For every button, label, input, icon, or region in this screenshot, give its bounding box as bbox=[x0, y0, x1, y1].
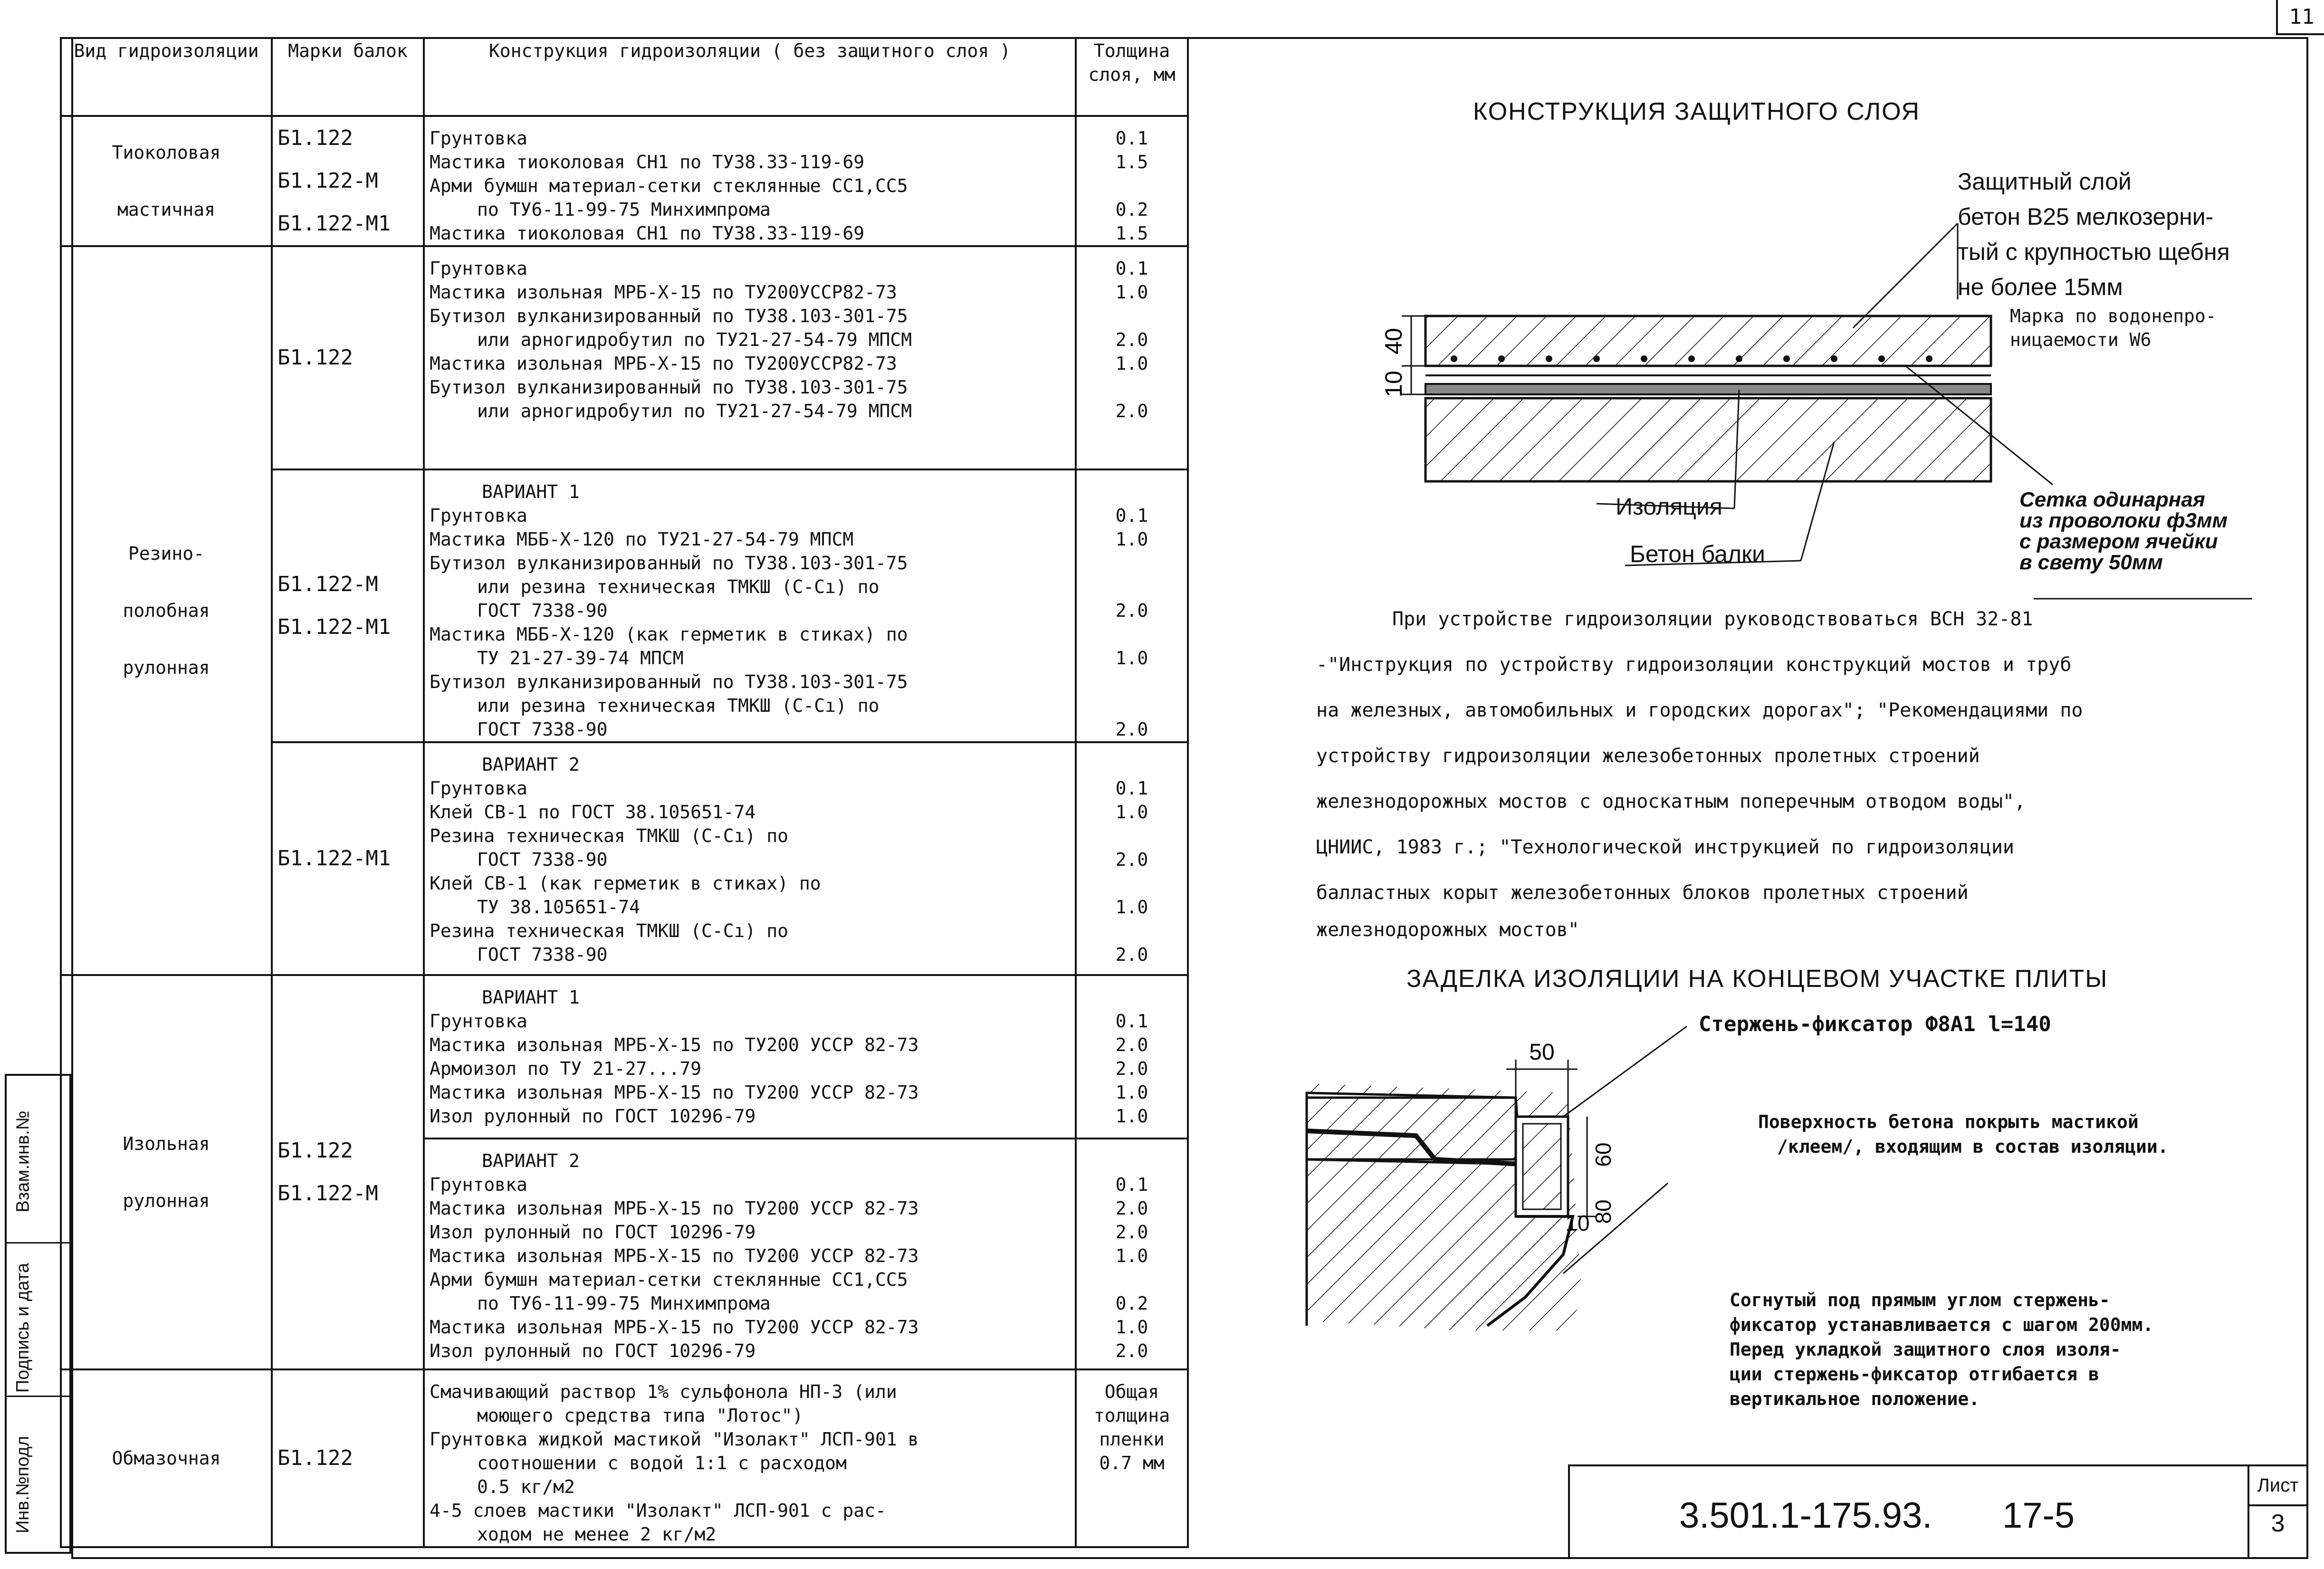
construction-line: Грунтовка bbox=[430, 128, 527, 149]
construction-line: Грунтовка bbox=[430, 778, 527, 799]
construction-line: соотношении с водой 1:1 с расходом bbox=[477, 1453, 847, 1473]
dim-10b: 10 bbox=[1565, 1211, 1590, 1235]
insulation-type bbox=[67, 1446, 266, 1470]
variant-heading: ВАРИАНТ 2 bbox=[482, 754, 580, 775]
construction-line: Мастика тиоколовая СН1 по ТУ38.33-119-69 bbox=[430, 152, 865, 172]
dim-60: 60 bbox=[1591, 1142, 1616, 1167]
insulation-type-line: мастичная bbox=[117, 199, 215, 220]
thickness-value: 0.1 bbox=[1115, 258, 1148, 279]
protective-layer-label: Защитный слой бетон В25 мелкозерни- тый с крупностью щебня не более 15мм bbox=[1958, 168, 2230, 300]
construction-line: Арми бумшн материал-сетки стеклянные СС1,СС5 bbox=[430, 175, 908, 196]
thickness-cell bbox=[1076, 116, 1188, 246]
insulation-type-line: Тиоколовая bbox=[112, 142, 221, 163]
insulation-type-cell bbox=[61, 246, 272, 975]
thickness-cell bbox=[1076, 975, 1188, 1369]
document-number: 17-5 bbox=[2002, 1495, 2075, 1536]
construction-line: ходом не менее 2 кг/м2 bbox=[477, 1524, 717, 1545]
construction-line: Грунтовка bbox=[430, 505, 527, 526]
beam-marks-cell bbox=[272, 246, 424, 469]
construction-line: Бутизол вулканизированный по ТУ38.103-301-75 bbox=[430, 306, 908, 326]
thickness-value bbox=[1081, 1499, 1182, 1522]
dim-80: 80 bbox=[1591, 1199, 1616, 1224]
construction-line: моющего средства типа "Лотос") bbox=[477, 1405, 803, 1426]
construction-line: Мастика изольная МРБ-Х-15 по ТУ200УССР82-73 bbox=[430, 353, 897, 374]
thickness-spacer bbox=[1081, 753, 1182, 776]
title-protective-layer: КОНСТРУКЦИЯ ЗАЩИТНОГО СЛОЯ bbox=[1473, 98, 1920, 125]
table-row bbox=[61, 1369, 1188, 1547]
thickness-spacer bbox=[1081, 985, 1182, 1009]
materials-table bbox=[60, 37, 1189, 1548]
beam-mark: Б1.122-М1 bbox=[277, 615, 391, 639]
construction-line: Грунтовка bbox=[430, 1174, 527, 1195]
thickness-value: 2.0 bbox=[1115, 401, 1148, 421]
construction-line: Изол рулонный по ГОСТ 10296-79 bbox=[430, 1222, 756, 1243]
insulation-type bbox=[67, 1132, 266, 1213]
construction-line: Клей СВ-1 по ГОСТ 38.105651-74 bbox=[430, 802, 756, 823]
thickness-cell bbox=[1076, 742, 1188, 975]
thickness-value: 2.0 bbox=[1115, 719, 1148, 740]
sidebar-label-inv: Инв.№подл bbox=[13, 1435, 33, 1533]
construction-line: по ТУ6-11-99-75 Минхимпрома bbox=[477, 199, 771, 220]
table-row bbox=[61, 116, 1188, 246]
thickness-value: 2.0 bbox=[1115, 1034, 1148, 1055]
construction-line: ТУ 38.105651-74 bbox=[477, 897, 641, 918]
insulation-type-cell bbox=[61, 116, 272, 246]
construction-cell bbox=[424, 742, 1076, 975]
beam-marks-cell bbox=[272, 1369, 424, 1547]
construction-line: Бутизол вулканизированный по ТУ38.103-301-75 bbox=[430, 553, 908, 574]
thickness-value: 2.0 bbox=[1115, 1198, 1148, 1219]
insulation-type bbox=[67, 141, 266, 221]
rod-note: Согнутый под прямым углом стержень- фиксатор устанавливается с шагом 200мм. Перед укладкой защитного слоя изоля- ции стержень-фиксатор отгибается в вертикальное положение. bbox=[1730, 1290, 2154, 1409]
thickness-value: 0.1 bbox=[1115, 778, 1148, 799]
thickness-value: 2.0 bbox=[1115, 849, 1148, 870]
thickness-value bbox=[1081, 824, 1182, 848]
thickness-spacer bbox=[1081, 1149, 1182, 1173]
thickness-value bbox=[1081, 871, 1182, 895]
document-code: 3.501.1-175.93. bbox=[1679, 1495, 1932, 1536]
thickness-value: 0.7 мм bbox=[1099, 1453, 1165, 1473]
thickness-value: 2.0 bbox=[1115, 329, 1148, 350]
thickness-value: 1.5 bbox=[1115, 223, 1148, 244]
sidebar-label-vzam: Взам.инв.№ bbox=[13, 1110, 33, 1213]
thickness-value: 0.1 bbox=[1115, 1011, 1148, 1032]
construction-cell bbox=[424, 246, 1076, 469]
thickness-value: 1.0 bbox=[1115, 353, 1148, 374]
construction-line: Бутизол вулканизированный по ТУ38.103-301-75 bbox=[430, 377, 908, 398]
construction-line: 0.5 кг/м2 bbox=[477, 1476, 575, 1497]
thickness-value: 2.0 bbox=[1115, 1222, 1148, 1243]
construction-line: ГОСТ 7338-90 bbox=[477, 849, 608, 870]
construction-line: или арногидробутил по ТУ21-27-54-79 МПСМ bbox=[477, 401, 912, 421]
thickness-value: 0.2 bbox=[1115, 199, 1148, 220]
construction-line: Мастика изольная МРБ-Х-15 по ТУ200 УССР 82-73 bbox=[430, 1245, 919, 1266]
construction-cell bbox=[424, 469, 1076, 742]
variant-heading: ВАРИАНТ 1 bbox=[482, 987, 580, 1008]
thickness-value bbox=[1081, 575, 1182, 599]
thickness-value bbox=[1081, 919, 1182, 943]
header-thickness: Толщина слоя, мм bbox=[1076, 38, 1188, 116]
construction-line: 4-5 слоев мастики "Изолакт" ЛСП-901 с рас- bbox=[430, 1500, 886, 1521]
dim-50: 50 bbox=[1529, 1040, 1555, 1065]
surface-note: Поверхность бетона покрыть мастикой /клеем/, входящим в состав изоляции. bbox=[1758, 1111, 2169, 1157]
construction-line: Резина техническая ТМКШ (С-Сı) по bbox=[430, 920, 788, 941]
beam-mark: Б1.122-М bbox=[277, 1181, 378, 1205]
insulation-type-cell bbox=[61, 1369, 272, 1547]
watertightness-label: Марка по водонепро- ницаемости W6 bbox=[2010, 306, 2217, 350]
thickness-value: 1.0 bbox=[1115, 897, 1148, 918]
construction-line: Смачивающий раствор 1% сульфонола НП-3 (или bbox=[430, 1381, 897, 1402]
construction-line: или резина техническая ТМКШ (С-Сı) по bbox=[477, 695, 880, 716]
thickness-value: 0.1 bbox=[1115, 128, 1148, 149]
construction-line: Армоизол по ТУ 21-27...79 bbox=[430, 1058, 701, 1079]
beam-concrete-label: Бетон балки bbox=[1630, 541, 1765, 567]
construction-line: Мастика изольная МРБ-Х-15 по ТУ200 УССР 82-73 bbox=[430, 1198, 919, 1219]
insulation-type-line: рулонная bbox=[123, 1190, 210, 1211]
construction-line: ТУ 21-27-39-74 МПСМ bbox=[477, 648, 684, 669]
sheet-label: Лист bbox=[2249, 1466, 2306, 1506]
construction-line: Клей СВ-1 (как герметик в стиках) по bbox=[430, 873, 821, 894]
construction-line: Грунтовка bbox=[430, 1011, 527, 1032]
header-construction: Конструкция гидроизоляции ( без защитного слоя ) bbox=[424, 38, 1076, 116]
protective-layer-block bbox=[1425, 316, 1991, 366]
construction-line: Мастика тиоколовая СН1 по ТУ38.33-119-69 bbox=[430, 223, 865, 244]
title-end-section: ЗАДЕЛКА ИЗОЛЯЦИИ НА КОНЦЕВОМ УЧАСТКЕ ПЛИТЫ bbox=[1406, 965, 2108, 993]
construction-line: Изол рулонный по ГОСТ 10296-79 bbox=[430, 1106, 756, 1127]
thickness-value: 1.0 bbox=[1115, 648, 1148, 669]
thickness-value bbox=[1081, 551, 1182, 575]
thickness-value bbox=[1081, 174, 1182, 198]
insulation-type-cell bbox=[61, 975, 272, 1369]
instructions-paragraph: При устройстве гидроизоляции руководствоваться ВСН 32-81 -"Инструкция по устройству гидроизоляции конструкций мостов и труб на железных, автомобильных и городских дорогах"; "Рекомендациями по устройству гидроизоляции железобетонных пролетных строений железнодорожных мостов с односкатным поперечным отводом воды", ЦНИИС, 1983 г.; "Технологической инструкцией по гидроизоляции балластных корыт железобетонных блоков пролетных строений железнодорожных мостов" bbox=[1316, 608, 2083, 941]
construction-line: Бутизол вулканизированный по ТУ38.103-301-75 bbox=[430, 671, 908, 692]
thickness-value: 1.5 bbox=[1115, 152, 1148, 172]
construction-line: Мастика МББ-Х-120 по ТУ21-27-54-79 МПСМ bbox=[430, 529, 854, 550]
beam-marks-cell bbox=[272, 975, 424, 1369]
beam-mark: Б1.122 bbox=[277, 126, 353, 150]
title-block bbox=[1568, 1464, 2306, 1559]
construction-cell bbox=[424, 975, 1076, 1369]
thickness-value bbox=[1081, 694, 1182, 718]
thickness-value bbox=[1081, 304, 1182, 328]
insulation-type-line: рулонная bbox=[123, 657, 210, 678]
thickness-value: 2.0 bbox=[1115, 1340, 1148, 1361]
construction-cell bbox=[424, 116, 1076, 246]
thickness-cell bbox=[1076, 246, 1188, 469]
insulation-type-line: Изольная bbox=[123, 1133, 210, 1154]
header-marks: Марки балок bbox=[272, 38, 424, 116]
thickness-value: 1.0 bbox=[1115, 1317, 1148, 1338]
beam-marks-cell bbox=[272, 469, 424, 742]
sheet-value: 3 bbox=[2271, 1510, 2285, 1537]
beam-marks-cell bbox=[272, 742, 424, 975]
thickness-value bbox=[1081, 1268, 1182, 1292]
variant-heading: ВАРИАНТ 2 bbox=[482, 1150, 580, 1171]
thickness-value: 0.1 bbox=[1115, 1174, 1148, 1195]
beam-marks-cell bbox=[272, 116, 424, 246]
table-row bbox=[61, 246, 1188, 469]
beam-mark: Б1.122-М1 bbox=[277, 211, 391, 236]
construction-line: Мастика изольная МРБ-Х-15 по ТУ200 УССР 82-73 bbox=[430, 1034, 919, 1055]
end-section-diagram bbox=[1297, 998, 1725, 1330]
insulation-type-line: Обмазочная bbox=[112, 1448, 221, 1469]
insulation-label: Изоляция bbox=[1616, 493, 1722, 520]
thickness-value: 1.0 bbox=[1115, 529, 1148, 550]
beam-mark: Б1.122 bbox=[277, 345, 353, 370]
construction-line: Мастика изольная МРБ-Х-15 по ТУ200 УССР 82-73 bbox=[430, 1317, 919, 1338]
construction-line: или резина техническая ТМКШ (С-Сı) по bbox=[477, 576, 880, 597]
thickness-value bbox=[1081, 375, 1182, 399]
thickness-cell bbox=[1076, 469, 1188, 742]
thickness-value bbox=[1081, 1522, 1182, 1546]
beam-concrete-block bbox=[1425, 398, 1991, 481]
construction-line: Мастика изольная МРБ-Х-15 по ТУ200УССР82-73 bbox=[430, 282, 897, 303]
beam-mark: Б1.122-М bbox=[277, 169, 378, 193]
dim-40: 40 bbox=[1380, 328, 1407, 354]
construction-line: ГОСТ 7338-90 bbox=[477, 600, 608, 621]
header-type: Вид гидроизоляции bbox=[61, 38, 272, 116]
construction-line: Изол рулонный по ГОСТ 10296-79 bbox=[430, 1340, 756, 1361]
construction-line: Арми бумшн материал-сетки стеклянные СС1,СС5 bbox=[430, 1269, 908, 1290]
beam-mark: Б1.122-М1 bbox=[277, 846, 391, 871]
construction-cell bbox=[424, 1369, 1076, 1547]
thickness-value: 0.1 bbox=[1115, 505, 1148, 526]
construction-line: Мастика МББ-Х-120 (как герметик в стиках) по bbox=[430, 624, 908, 645]
construction-line: по ТУ6-11-99-75 Минхимпрома bbox=[477, 1293, 771, 1314]
construction-line: Мастика изольная МРБ-Х-15 по ТУ200 УССР 82-73 bbox=[430, 1082, 919, 1103]
thickness-value: 2.0 bbox=[1115, 944, 1148, 965]
thickness-value: 1.0 bbox=[1115, 802, 1148, 823]
insulation-strip bbox=[1425, 384, 1991, 394]
variant-heading: ВАРИАНТ 1 bbox=[482, 481, 580, 502]
dim-10: 10 bbox=[1380, 371, 1407, 397]
thickness-value bbox=[1081, 670, 1182, 694]
insulation-type-line: полобная bbox=[123, 600, 210, 621]
thickness-value: пленки bbox=[1099, 1429, 1165, 1450]
thickness-value bbox=[1081, 622, 1182, 646]
beam-mark: Б1.122 bbox=[277, 1446, 353, 1470]
construction-line: Грунтовка жидкой мастикой "Изолакт" ЛСП-901 в bbox=[430, 1429, 919, 1450]
variant-divider bbox=[425, 1138, 1075, 1139]
thickness-value bbox=[1081, 1475, 1182, 1499]
thickness-value: 1.0 bbox=[1115, 1106, 1148, 1127]
thickness-value: 0.2 bbox=[1115, 1293, 1148, 1314]
thickness-value: толщина bbox=[1093, 1405, 1170, 1426]
sheet-box bbox=[2247, 1466, 2306, 1557]
construction-line: Грунтовка bbox=[430, 258, 527, 279]
construction-line: ГОСТ 7338-90 bbox=[477, 944, 608, 965]
thickness-value: Общая bbox=[1104, 1381, 1159, 1402]
insulation-type-line: Резино- bbox=[128, 543, 205, 564]
table-row bbox=[61, 975, 1188, 1369]
variant-divider bbox=[1077, 1138, 1187, 1139]
thickness-value: 2.0 bbox=[1115, 600, 1148, 621]
insulation-type bbox=[67, 542, 266, 679]
sheet-corner-number: 11 bbox=[2276, 0, 2324, 35]
thickness-value: 1.0 bbox=[1115, 282, 1148, 303]
thickness-spacer bbox=[1081, 480, 1182, 504]
rod-fixator-label: Стержень-фиксатор Ф8А1 l=140 bbox=[1699, 1012, 2051, 1036]
beam-mark: Б1.122-М bbox=[277, 572, 378, 596]
thickness-value: 1.0 bbox=[1115, 1245, 1148, 1266]
thickness-cell bbox=[1076, 1369, 1188, 1547]
thickness-value: 2.0 bbox=[1115, 1058, 1148, 1079]
sidebar-label-sign: Подпись и дата bbox=[13, 1263, 33, 1393]
beam-mark: Б1.122 bbox=[277, 1138, 353, 1163]
mesh-label: Сетка одинарная из проволоки ф3мм с размером ячейки в свету 50мм bbox=[2019, 488, 2228, 574]
construction-line: или арногидробутил по ТУ21-27-54-79 МПСМ bbox=[477, 329, 912, 350]
construction-line: Резина техническая ТМКШ (С-Сı) по bbox=[430, 825, 788, 846]
thickness-value: 1.0 bbox=[1115, 1082, 1148, 1103]
construction-line: ГОСТ 7338-90 bbox=[477, 719, 608, 740]
